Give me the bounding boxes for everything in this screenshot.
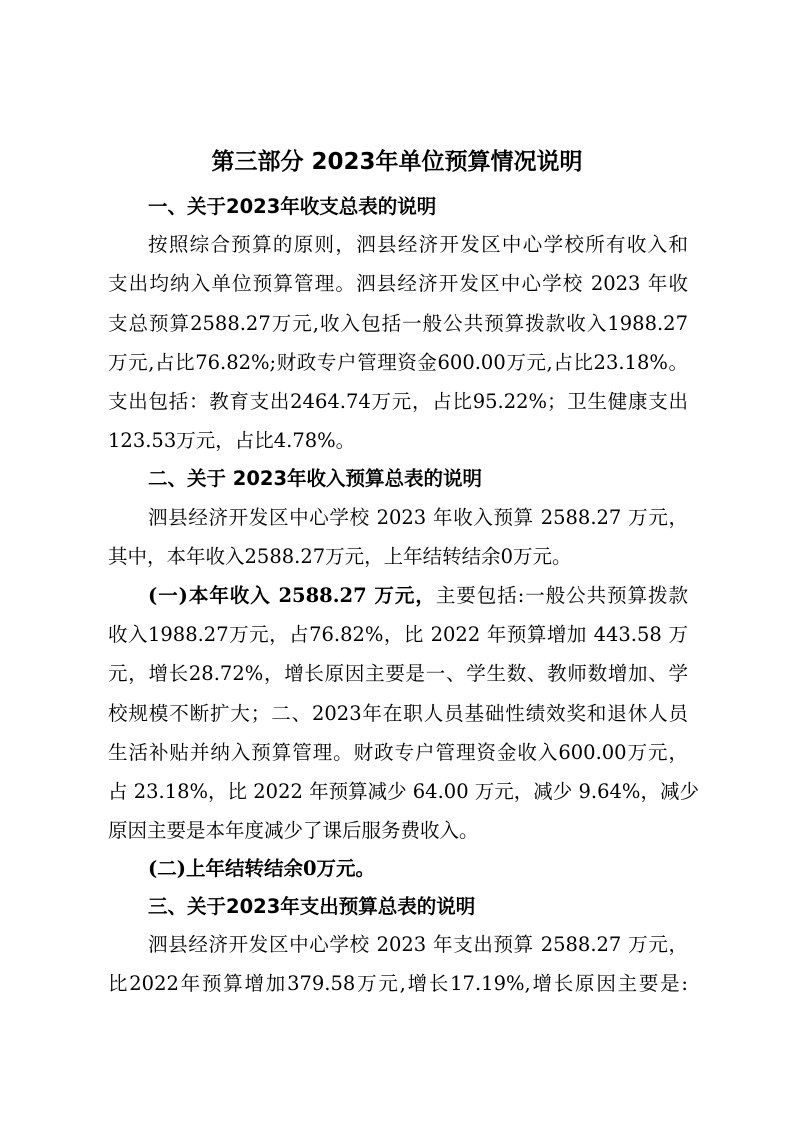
paragraph-line: 元，增长28.72%，增长原因主要是一、学生数、教师数增加、学 (108, 662, 688, 685)
paragraph-line: 占 23.18%，比 2022 年预算减少 64.00 万元，减少 9.64%，减少 (108, 780, 699, 803)
paragraph-line: 123.53万元，占比4.78%。 (108, 429, 356, 452)
paragraph-line: 生活补贴并纳入预算管理。财政专户管理资金收入600.00万元， (108, 741, 688, 764)
paragraph-line: 万元,占比76.82%;财政专户管理资金600.00万元,占比23.18%。 (108, 351, 688, 374)
paragraph-line: 泗县经济开发区中心学校 2023 年支出预算 2588.27 万元， (148, 933, 688, 956)
subsection-2-heading: (二)上年结转结余0万元。 (148, 857, 376, 880)
subsection-1-bold-text: (一)本年收入 2588.27 万元， (148, 584, 436, 607)
section-3-heading: 三、关于2023年支出预算总表的说明 (148, 895, 476, 918)
page-title: 第三部分 2023年单位预算情况说明 (211, 149, 583, 175)
section-1-heading: 一、关于2023年收支总表的说明 (148, 195, 437, 218)
paragraph-line: 原因主要是本年度减少了课后服务费收入。 (108, 819, 479, 842)
paragraph-line: 按照综合预算的原则，泗县经济开发区中心学校所有收入和 (148, 233, 688, 256)
paragraph-line: 其中，本年收入2588.27万元，上年结转结余0万元。 (108, 545, 572, 568)
paragraph-line: 比2022年预算增加379.58万元,增长17.19%,增长原因主要是: (108, 972, 688, 995)
paragraph-line: 泗县经济开发区中心学校 2023 年收入预算 2588.27 万元， (148, 506, 688, 529)
subsection-1-text: 主要包括:一般公共预算拨款 (435, 584, 688, 607)
paragraph-line: 支出包括：教育支出2464.74万元，占比95.22%；卫生健康支出 (108, 390, 688, 413)
paragraph-line: 收入1988.27万元，占76.82%，比 2022 年预算增加 443.58 万 (108, 623, 688, 646)
paragraph-line: 支总预算2588.27万元,收入包括一般公共预算拨款收入1988.27 (108, 312, 688, 335)
section-2-heading: 二、关于 2023年收入预算总表的说明 (148, 467, 483, 490)
paragraph-line: 校规模不断扩大；二、2023年在职人员基础性绩效奖和退休人员 (108, 702, 688, 725)
paragraph-line: 支出均纳入单位预算管理。泗县经济开发区中心学校 2023 年收 (108, 272, 688, 295)
subsection-1-lead (148, 582, 688, 610)
